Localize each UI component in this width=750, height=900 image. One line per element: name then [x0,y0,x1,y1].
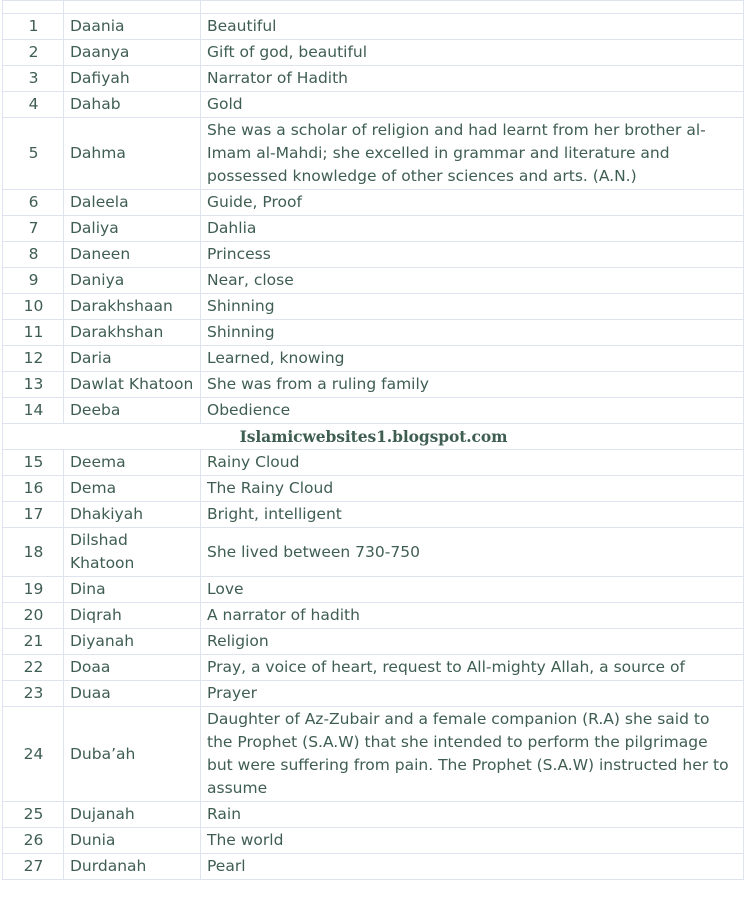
cell-meaning: She was a scholar of religion and had learnt from her brother al-Imam al-Mahdi; she excelled in grammar and literature and possessed knowledge of other sciences and arts. (A.N.) [201,118,744,190]
table-row [3,346,744,372]
table-row [3,802,744,828]
cell-name: Daleela [64,190,201,216]
cell-number: 20 [3,603,64,629]
cell-name: Diyanah [64,629,201,655]
table-row [3,854,744,880]
cell-number: 12 [3,346,64,372]
table-row [3,216,744,242]
cell-name: Dema [64,476,201,502]
table-row [3,92,744,118]
cell-name: Dawlat Khatoon [64,372,201,398]
cell-name: Duaa [64,681,201,707]
cell-number: 24 [3,707,64,802]
table-row [3,450,744,476]
cell-number: 6 [3,190,64,216]
cell-name: Daniya [64,268,201,294]
cell-number: 2 [3,40,64,66]
cell-meaning: Gold [201,92,744,118]
cell-number: 14 [3,398,64,424]
cell-number: 9 [3,268,64,294]
table-row [3,268,744,294]
cell-name: Diqrah [64,603,201,629]
cell-meaning: Pearl [201,854,744,880]
cell-number: 19 [3,577,64,603]
cell-meaning: Obedience [201,398,744,424]
cell-name: Deema [64,450,201,476]
partial-cell-meaning [201,1,744,14]
cell-number: 10 [3,294,64,320]
cell-number: 3 [3,66,64,92]
cell-number: 26 [3,828,64,854]
cell-meaning: Narrator of Hadith [201,66,744,92]
cell-meaning: She lived between 730-750 [201,528,744,577]
cell-meaning: Pray, a voice of heart, request to All-mighty Allah, a source of [201,655,744,681]
cell-meaning: Rain [201,802,744,828]
cell-meaning: Beautiful [201,14,744,40]
cell-name: Dahab [64,92,201,118]
cell-number: 25 [3,802,64,828]
cell-meaning: Guide, Proof [201,190,744,216]
cell-meaning: The Rainy Cloud [201,476,744,502]
cell-name: Daania [64,14,201,40]
cell-name: Darakhshan [64,320,201,346]
table-row [3,655,744,681]
cell-meaning: A narrator of hadith [201,603,744,629]
table-row [3,242,744,268]
cell-name: Durdanah [64,854,201,880]
cell-number: 1 [3,14,64,40]
cell-number: 11 [3,320,64,346]
table-row [3,707,744,802]
cell-number: 4 [3,92,64,118]
cell-name: Dina [64,577,201,603]
cell-name: Doaa [64,655,201,681]
cell-name: Dunia [64,828,201,854]
cell-meaning: Near, close [201,268,744,294]
names-table [2,0,744,880]
cell-name: Daanya [64,40,201,66]
cell-name: Dhakiyah [64,502,201,528]
cell-meaning: Shinning [201,320,744,346]
partial-cell-number [3,1,64,14]
cell-meaning: She was from a ruling family [201,372,744,398]
cell-name: Darakhshaan [64,294,201,320]
cell-name: Daliya [64,216,201,242]
cell-name: Dahma [64,118,201,190]
table-row [3,190,744,216]
cell-meaning: Rainy Cloud [201,450,744,476]
cell-number: 15 [3,450,64,476]
cell-meaning: Princess [201,242,744,268]
table-row [3,66,744,92]
cell-number: 23 [3,681,64,707]
cell-number: 16 [3,476,64,502]
watermark-row [3,424,744,450]
cell-meaning: Gift of god, beautiful [201,40,744,66]
cell-number: 22 [3,655,64,681]
cell-number: 5 [3,118,64,190]
cell-number: 21 [3,629,64,655]
table-row [3,372,744,398]
cell-number: 13 [3,372,64,398]
cell-meaning: Daughter of Az-Zubair and a female companion (R.A) she said to the Prophet (S.A.W) that she intended to perform the pilgrimage but were suffering from pain. The Prophet (S.A.W) instructed her to assume [201,707,744,802]
cell-name: Deeba [64,398,201,424]
cell-name: Dilshad Khatoon [64,528,201,577]
table-row [3,502,744,528]
cell-number: 7 [3,216,64,242]
table-row [3,320,744,346]
table-row [3,828,744,854]
table-row [3,681,744,707]
cell-name: Dujanah [64,802,201,828]
partial-cell-name [64,1,201,14]
cell-number: 27 [3,854,64,880]
table-row [3,40,744,66]
cell-name: Daria [64,346,201,372]
cell-meaning: The world [201,828,744,854]
cell-name: Daneen [64,242,201,268]
cell-meaning: Love [201,577,744,603]
table-row-partial-top [3,1,744,14]
table-row [3,603,744,629]
cell-meaning: Shinning [201,294,744,320]
table-row [3,14,744,40]
watermark-text: Islamicwebsites1.blogspot.com [3,424,744,450]
cell-number: 8 [3,242,64,268]
cell-meaning: Dahlia [201,216,744,242]
names-table-body [3,1,744,880]
cell-meaning: Prayer [201,681,744,707]
table-row [3,294,744,320]
cell-meaning: Religion [201,629,744,655]
table-row [3,629,744,655]
cell-meaning: Learned, knowing [201,346,744,372]
table-row [3,476,744,502]
cell-number: 17 [3,502,64,528]
table-row [3,577,744,603]
table-row [3,118,744,190]
cell-meaning: Bright, intelligent [201,502,744,528]
cell-name: Dafiyah [64,66,201,92]
table-row [3,528,744,577]
cell-number: 18 [3,528,64,577]
cell-name: Duba’ah [64,707,201,802]
table-row [3,398,744,424]
